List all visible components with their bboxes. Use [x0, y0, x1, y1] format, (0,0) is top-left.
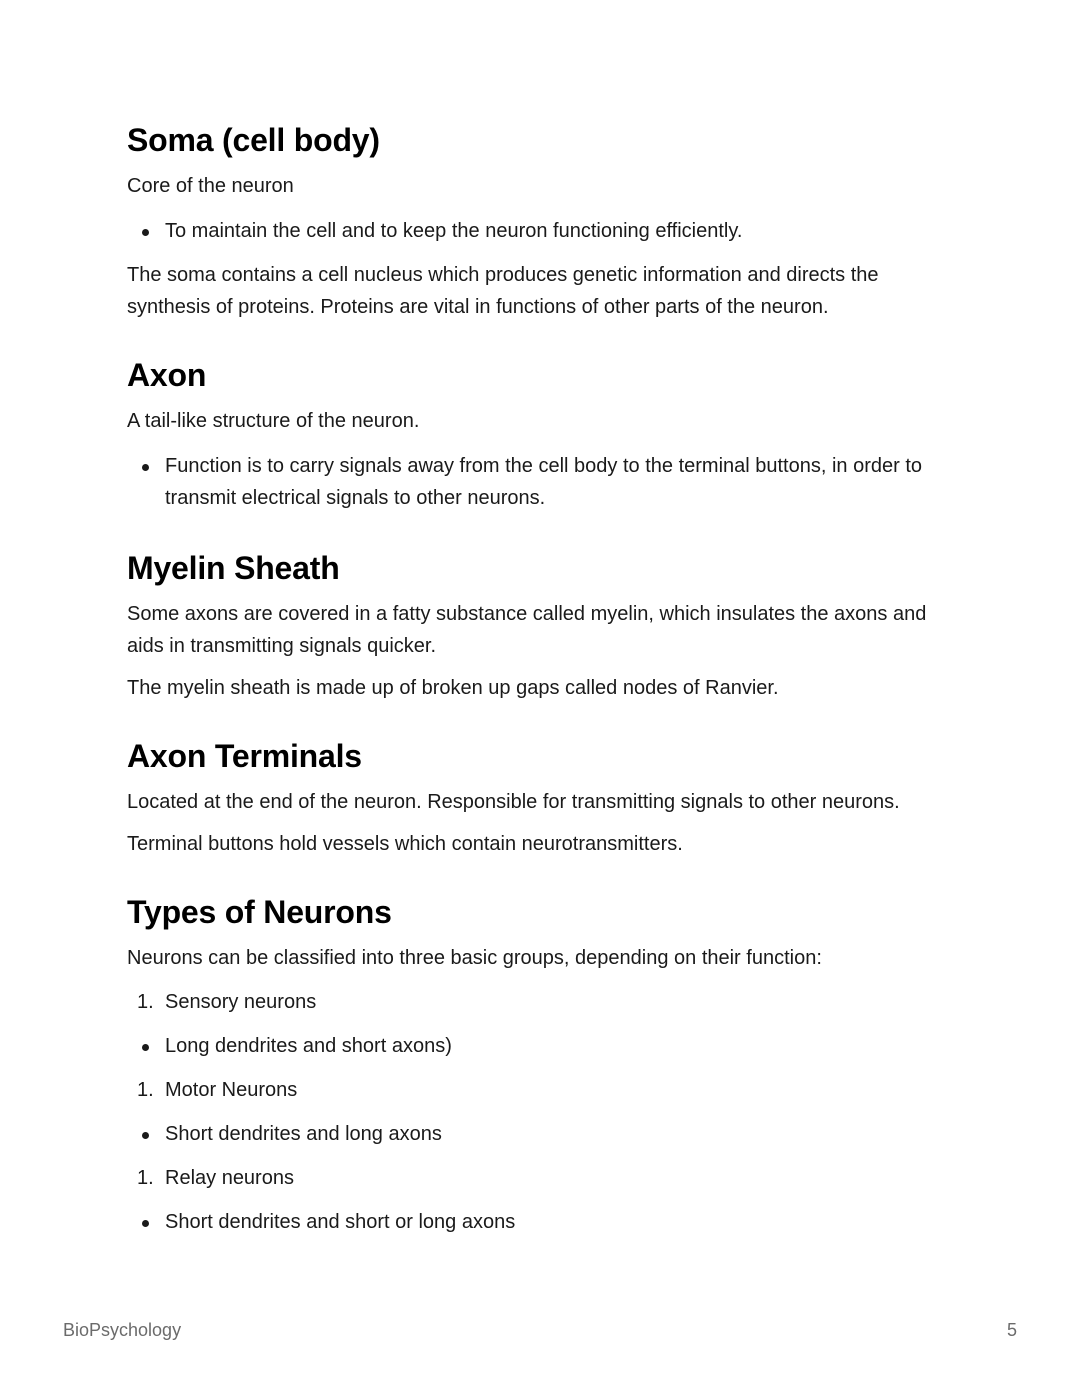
bullet-icon: [142, 1044, 149, 1051]
section-heading: Axon: [127, 357, 207, 393]
section-body: The myelin sheath is made up of broken up gaps called nodes of Ranvier.: [127, 677, 779, 699]
bullet-icon: [142, 1132, 149, 1139]
section-types-of-neurons: [127, 892, 957, 1238]
section-heading: Types of Neurons: [127, 894, 392, 930]
section-body: Located at the end of the neuron. Responsible for transmitting signals to other neurons.: [127, 791, 900, 813]
page-content: [127, 120, 957, 1238]
list-item-text: To maintain the cell and to keep the neuron functioning efficiently.: [165, 220, 743, 242]
section-body: Some axons are covered in a fatty substance called myelin, which insulates the axons and aids in transmitting signals quicker.: [127, 603, 927, 657]
list-item-text: Sensory neurons: [165, 991, 317, 1013]
number-marker: 1.: [137, 991, 154, 1013]
bullet-item: [127, 1206, 957, 1238]
number-marker: 1.: [137, 1167, 154, 1189]
list-item-text: Short dendrites and short or long axons: [165, 1211, 516, 1233]
section-myelin-sheath: [127, 548, 957, 704]
section-axon: [127, 355, 957, 514]
section-intro: Neurons can be classified into three basic groups, depending on their function:: [127, 947, 822, 969]
bullet-list: [127, 450, 957, 514]
bullet-icon: [142, 229, 149, 236]
section-intro: A tail-like structure of the neuron.: [127, 410, 420, 432]
bullet-icon: [142, 464, 149, 471]
list-item-text: Short dendrites and long axons: [165, 1123, 442, 1145]
section-body: Terminal buttons hold vessels which contain neurotransmitters.: [127, 833, 683, 855]
bullet-list: [127, 215, 957, 247]
neuron-types-list: [127, 986, 957, 1238]
list-item-text: Long dendrites and short axons): [165, 1035, 452, 1057]
bullet-item: [127, 1030, 957, 1062]
section-soma: [127, 120, 957, 323]
list-item-text: Motor Neurons: [165, 1079, 298, 1101]
section-heading: Axon Terminals: [127, 738, 362, 774]
section-heading: Myelin Sheath: [127, 550, 340, 586]
bullet-icon: [142, 1220, 149, 1227]
footer-document-title: BioPsychology: [63, 1320, 182, 1340]
list-item: [127, 450, 957, 514]
list-item-text: Relay neurons: [165, 1167, 294, 1189]
bullet-item: [127, 1118, 957, 1150]
section-heading: Soma (cell body): [127, 122, 380, 158]
number-marker: 1.: [137, 1079, 154, 1101]
numbered-item: [127, 986, 957, 1018]
numbered-item: [127, 1074, 957, 1106]
numbered-item: [127, 1162, 957, 1194]
section-intro: Core of the neuron: [127, 175, 294, 197]
footer-page-number: 5: [1006, 1320, 1017, 1340]
list-item: [127, 215, 957, 247]
list-item-text: Function is to carry signals away from the cell body to the terminal buttons, in order to transmit electrical signals to other neurons.: [165, 455, 923, 509]
section-axon-terminals: [127, 736, 957, 860]
section-body: The soma contains a cell nucleus which produces genetic information and directs the synthesis of proteins. Proteins are vital in functions of other parts of the neuron.: [127, 264, 879, 318]
